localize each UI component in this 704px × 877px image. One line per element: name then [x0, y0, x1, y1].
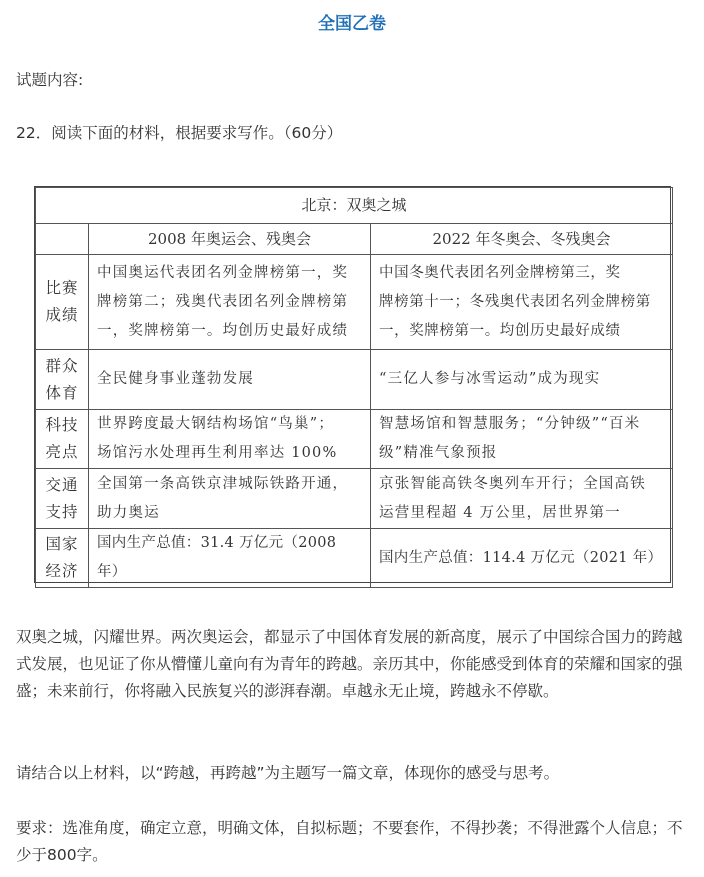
row-head-economy: 国家 经济	[36, 529, 89, 588]
task-paragraph: 请结合以上材料，以“跨越，再跨越”为主题写一篇文章，体现你的感受与思考。	[16, 764, 560, 782]
cell-mass-sports-2022: “三亿人参与冰雪运动”成为现实	[371, 350, 673, 410]
table-caption: 北京：双奥之城	[36, 188, 673, 224]
header-2022: 2022 年冬奥会、冬残奥会	[371, 224, 673, 255]
cell-economy-2022: 国内生产总值：114.4 万亿元（2021 年）	[371, 529, 673, 588]
material-paragraph: 双奥之城，闪耀世界。两次奥运会，都显示了中国体育发展的新高度，展示了中国综合国力的跨越式发展，也见证了你从懵懂儿童向有为青年的跨越。亲历其中，你能感受到体育的荣耀和国家的强盛；未来前行，你将融入民族复兴的澎湃春潮。卓越永无止境，跨越永不停歇。	[16, 628, 683, 700]
row-head-technology: 科技 亮点	[36, 410, 89, 469]
cell-technology-2008: 世界跨度最大钢结构场馆“鸟巢”； 场馆污水处理再生利用率达 100%	[89, 410, 371, 469]
cell-technology-2022: 智慧场馆和智慧服务；“分钟级”“百米 级”精准气象预报	[371, 410, 673, 469]
cell-competition-2022: 中国冬奥代表团名列金牌榜第三，奖 牌榜第十一；冬残奥代表团名列金牌榜第 一，奖牌榜第一。均创历史最好成绩	[371, 255, 673, 350]
cell-transport-2008: 全国第一条高铁京津城际铁路开通， 助力奥运	[89, 469, 371, 529]
question-heading: 22．阅读下面的材料，根据要求写作。（60分）	[16, 124, 343, 142]
row-head-competition: 比赛 成绩	[36, 255, 89, 350]
cell-economy-2008: 国内生产总值：31.4 万亿元（2008 年）	[89, 529, 371, 588]
row-head-mass-sports: 群众 体育	[36, 350, 89, 410]
cell-transport-2022: 京张智能高铁冬奥列车开行；全国高铁 运营里程超 4 万公里，居世界第一	[371, 469, 673, 529]
cell-mass-sports-2008: 全民健身事业蓬勃发展	[89, 350, 371, 410]
requirements-paragraph: 要求：选准角度，确定立意，明确文体，自拟标题；不要套作，不得抄袭；不得泄露个人信息；不少于800字。	[16, 819, 683, 864]
page-title: 全国乙卷	[318, 14, 386, 34]
material-table	[34, 186, 671, 583]
section-label: 试题内容:	[16, 71, 84, 89]
header-2008: 2008 年奥运会、残奥会	[89, 224, 371, 255]
row-head-transport: 交通 支持	[36, 469, 89, 529]
cell-competition-2008: 中国奥运代表团名列金牌榜第一，奖 牌榜第二；残奥代表团名列金牌榜第 一，奖牌榜第一。均创历史最好成绩	[89, 255, 371, 350]
header-empty-cell	[36, 224, 89, 255]
